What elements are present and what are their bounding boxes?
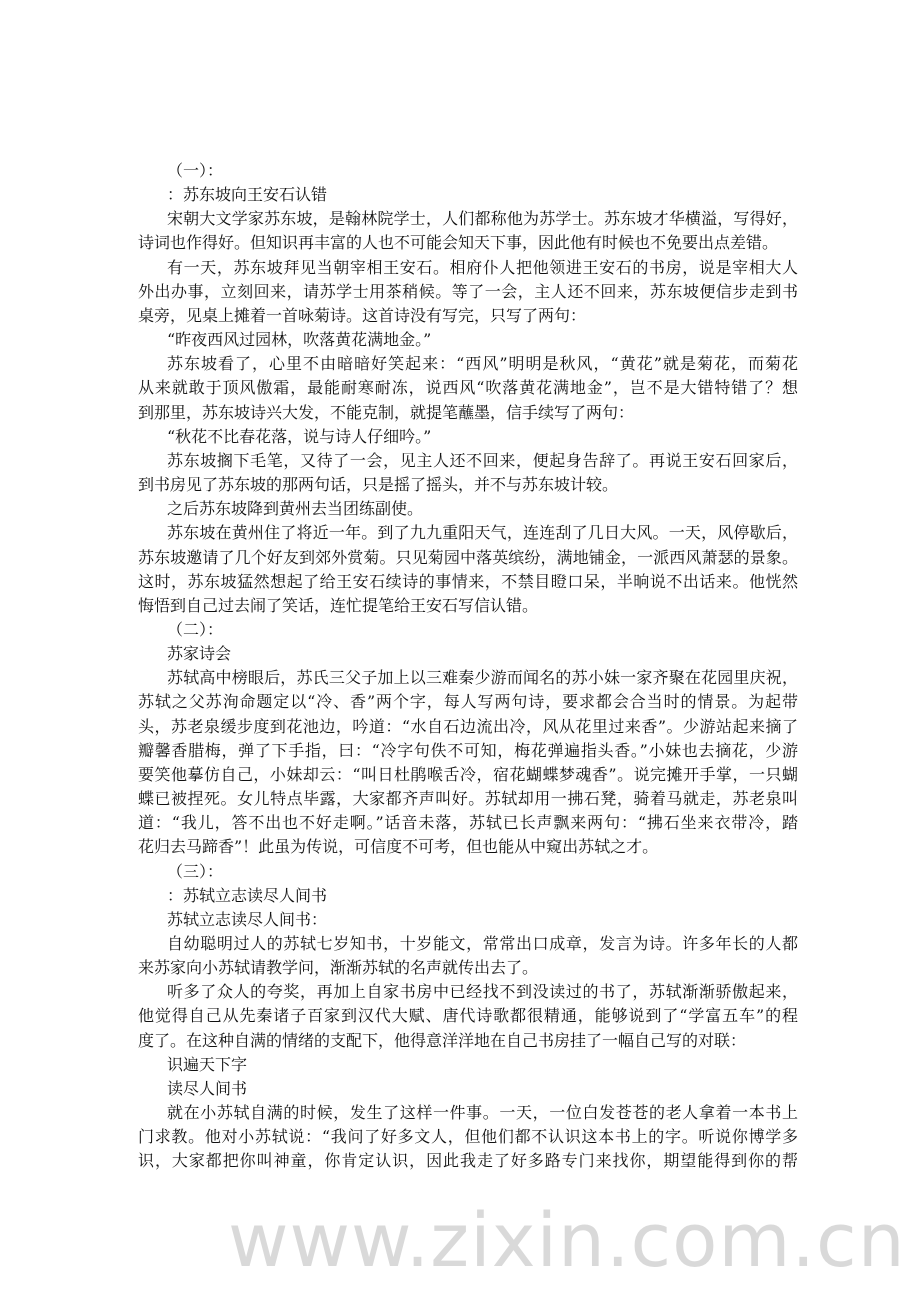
text-line: 苏轼之父苏洵命题定以“冷、香”两个字，每人写两句诗，要求都会合当时的情景。为起带 <box>138 692 798 712</box>
paragraph <box>138 159 798 183</box>
text-line: 度了。在这种自满的情绪的支配下，他得意洋洋地在自己书房挂了一幅自己写的对联： <box>138 1030 747 1050</box>
paragraph <box>138 1077 798 1101</box>
text-line: （三）： <box>167 861 224 881</box>
paragraph <box>138 642 798 666</box>
text-line: 到书房见了苏东坡的那两句话，只是摇了摇头，并不与苏东坡计较。 <box>138 475 619 495</box>
text-line: 苏家诗会 <box>167 644 232 664</box>
text-line: 道：“我儿，答不出也不好走啊。”话音未落，苏轼已长声飘来两句：“拂石坐来衣带冷，踏 <box>138 813 798 833</box>
text-line: “昨夜西风过园林，吹落黄花满地金。” <box>167 330 432 350</box>
paragraph <box>138 1101 798 1173</box>
text-line: 来苏家向小苏轼请教学问，渐渐苏轼的名声就传出去了。 <box>138 958 539 978</box>
paragraph <box>138 908 798 932</box>
text-line: 识遍天下字 <box>167 1054 248 1074</box>
text-line: 苏轼高中榜眼后，苏氏三父子加上以三难秦少游而闻名的苏小妹一家齐聚在花园里庆祝， <box>167 668 798 688</box>
paragraph <box>138 328 798 352</box>
text-line: 苏东坡邀请了几个好友到郊外赏菊。只见菊园中落英缤纷，满地铺金，一派西风萧瑟的景象。 <box>138 547 798 567</box>
text-line: 这时，苏东坡猛然想起了给王安石续诗的事情来，不禁目瞪口呆，半晌说不出话来。他恍然 <box>138 571 798 591</box>
text-line: （一）： <box>167 161 224 180</box>
paragraph <box>138 521 798 618</box>
text-line: ：苏轼立志读尽人间书 <box>167 885 328 905</box>
text-line: 瓣馨香腊梅，弹了下手指，曰：“冷字句佚不可知，梅花弹遍指头香。”小妹也去摘花，少游 <box>138 740 798 760</box>
text-line: 读尽人间书 <box>167 1078 248 1098</box>
text-line: 宋朝大文学家苏东坡，是翰林院学士，人们都称他为苏学士。苏东坡才华横溢，写得好， <box>167 209 798 229</box>
text-line: 有一天，苏东坡拜见当朝宰相王安石。相府仆人把他领进王安石的书房，说是宰相大人 <box>167 257 798 277</box>
paragraph <box>138 884 798 908</box>
paragraph <box>138 980 798 1052</box>
text-line: 苏东坡在黄州住了将近一年。到了九九重阳天气，连连刮了几日大风。一天，风停歇后， <box>167 523 798 543</box>
paragraph <box>138 256 798 328</box>
paragraph <box>138 352 798 424</box>
text-line: 到那里，苏东坡诗兴大发，不能克制，就提笔蘸墨，信手续写了两句： <box>138 402 635 422</box>
text-line: 自幼聪明过人的苏轼七岁知书，十岁能文，常常出口成章，发言为诗。许多年长的人都 <box>167 934 798 953</box>
paragraph <box>138 207 798 255</box>
text-line: 桌旁，见桌上摊着一首咏菊诗。这首诗没有写完，只写了两句： <box>138 305 587 325</box>
document-body <box>138 159 798 1174</box>
text-line: 悔悟到自己过去闹了笑话，连忙提笔给王安石写信认错。 <box>138 595 539 615</box>
paragraph <box>138 618 798 642</box>
text-line: “秋花不比春花落，说与诗人仔细吟。” <box>167 426 432 446</box>
text-line: 苏轼立志读尽人间书： <box>167 909 328 929</box>
text-line: 他觉得自己从先秦诸子百家到汉代大赋、唐代诗歌都很精通，能够说到了“学富五车”的程 <box>138 1006 798 1026</box>
paragraph <box>138 449 798 497</box>
text-line: 之后苏东坡降到黄州去当团练副使。 <box>167 499 424 519</box>
text-line: 从来就敢于顶风傲霜，最能耐寒耐冻，说西风“吹落黄花满地金”，岂不是大错特错了？想 <box>138 378 798 398</box>
text-line: 苏东坡看了，心里不由暗暗好笑起来：“西风”明明是秋风，“黄花”就是菊花，而菊花 <box>167 354 798 374</box>
text-line: （二）： <box>167 619 224 639</box>
text-line: 头，苏老泉缓步度到花池边，吟道：“水自石边流出冷，风从花里过来香”。少游站起来摘了 <box>138 716 798 736</box>
paragraph <box>138 932 798 980</box>
paragraph <box>138 425 798 449</box>
text-line: 蝶已被捏死。女儿特点毕露，大家都齐声叫好。苏轼却用一拂石凳，骑着马就走，苏老泉叫 <box>138 789 798 809</box>
paragraph <box>138 666 798 859</box>
text-line: 诗词也作得好。但知识再丰富的人也不可能会知天下事，因此他有时候也不免要出点差错。 <box>138 233 779 253</box>
text-line: 就在小苏轼自满的时候，发生了这样一件事。一天，一位白发苍苍的老人拿着一本书上 <box>167 1103 798 1123</box>
text-line: 识，大家都把你叫神童，你肯定认识，因此我走了好多路专门来找你，期望能得到你的帮 <box>138 1151 798 1171</box>
text-line: 花归去马蹄香”！此虽为传说，可信度不可考，但也能从中窥出苏轼之才。 <box>138 837 659 857</box>
watermark: www.zixin.com.cn <box>228 1198 906 1284</box>
paragraph <box>138 183 798 207</box>
paragraph <box>138 497 798 521</box>
text-line: 要笑他摹仿自己，小妹却云：“叫日杜鹃喉舌冷，宿花蝴蝶梦魂香”。说完摊开手掌，一只蝴 <box>138 764 798 784</box>
text-line: 外出办事，立刻回来，请苏学士用茶稍候。等了一会，主人还不回来，苏东坡便信步走到书 <box>138 281 798 301</box>
paragraph <box>138 1053 798 1077</box>
text-line: 门求教。他对小苏轼说：“我问了好多文人，但他们都不认识这本书上的字。听说你博学多 <box>138 1127 798 1147</box>
text-line: 听多了众人的夸奖，再加上自家书房中已经找不到没读过的书了，苏轼渐渐骄傲起来， <box>167 982 798 1002</box>
paragraph <box>138 860 798 884</box>
text-line: ：苏东坡向王安石认错 <box>167 185 328 205</box>
text-line: 苏东坡搁下毛笔，又待了一会，见主人还不回来，便起身告辞了。再说王安石回家后， <box>167 450 798 470</box>
